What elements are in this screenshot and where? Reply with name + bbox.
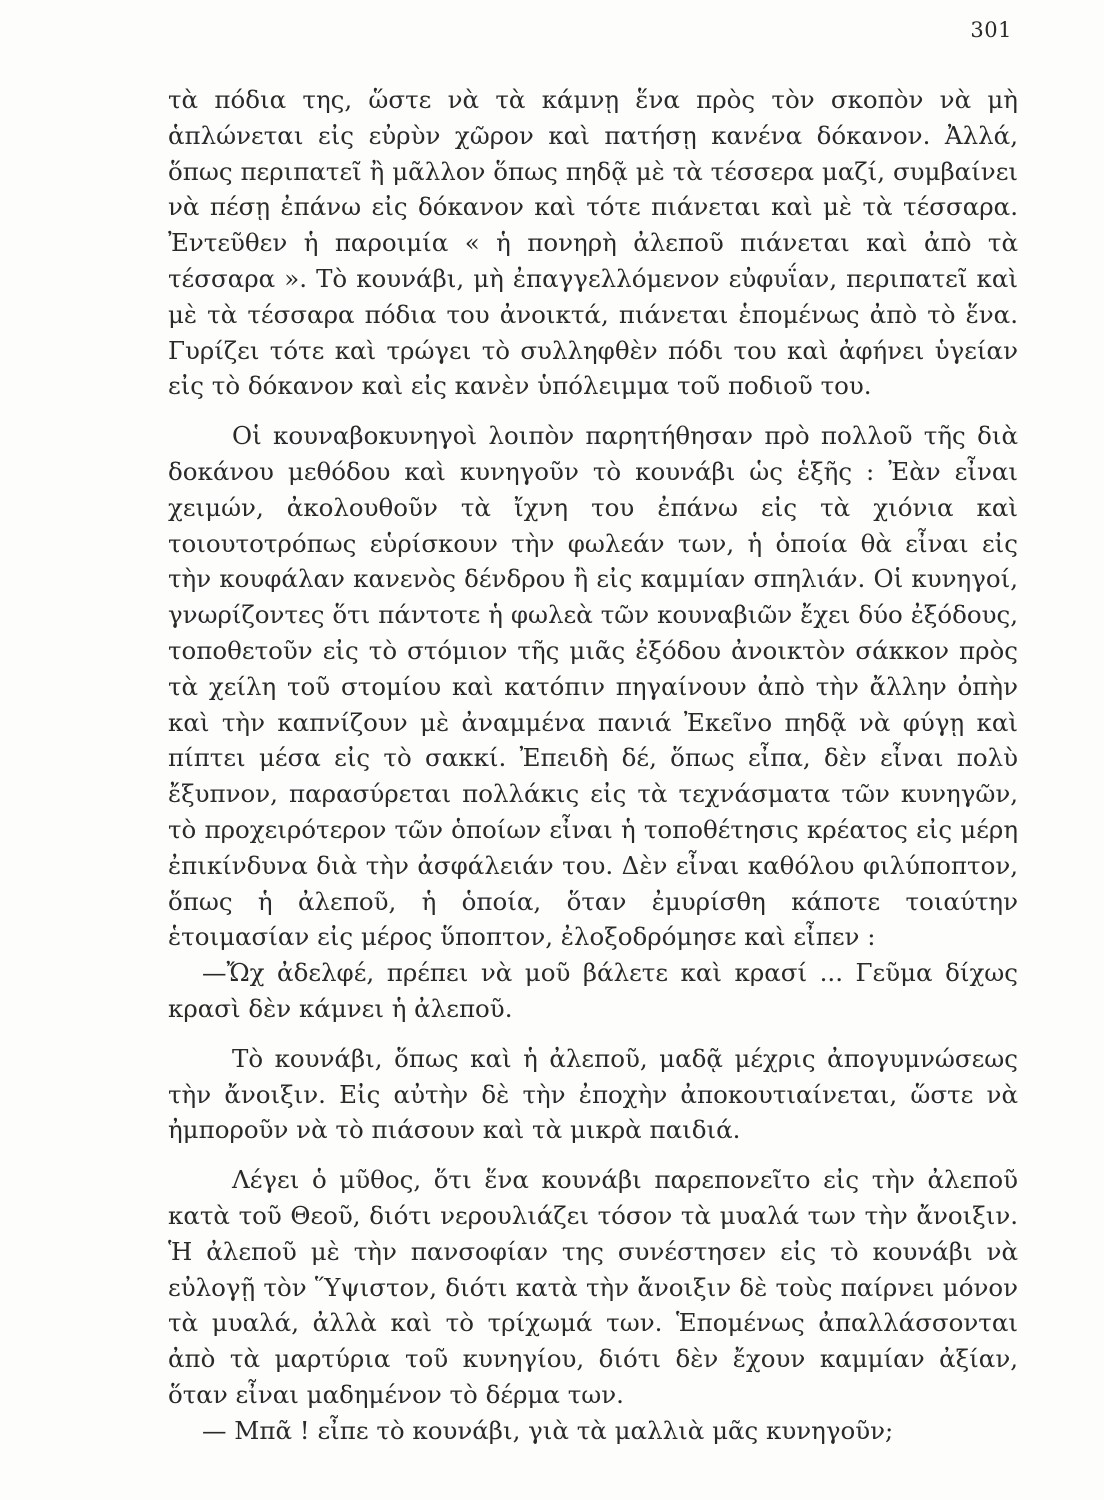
paragraph-fox-quote: —Ὤχ ἀδελφέ, πρέπει νὰ μοῦ βάλετε καὶ κρασί ... Γεῦμα δίχως κρασὶ δὲν κάμνει ἡ ἀλεποῦ. — [168, 958, 1018, 1023]
paragraph-hunting-method: Οἱ κουναβοκυνηγοὶ λοιπὸν παρητήθησαν πρὸ πολλοῦ τῆς διὰ δοκάνου μεθόδου καὶ κυνηγοῦν τὸ κουνάβι ὡς ἑξῆς : Ἐὰν εἶναι χειμών, ἀκολουθοῦν τὰ ἴχνη του ἐπάνω εἰς τὰ χιόνια καὶ τοιουτοτρόπως εὑρίσκουν τὴν φωλεάν των, ἡ ὁποία θὰ εἶναι εἰς τὴν κουφάλαν κανενὸς δένδρου ἢ εἰς καμμίαν σπηλιάν. Οἱ κυνηγοί, γνωρίζοντες ὅτι πάντοτε ἡ φωλεὰ τῶν κουναβιῶν ἔχει δύο ἐξόδους, τοποθετοῦν εἰς τὸ στόμιον τῆς μιᾶς ἐξόδου ἀνοικτὸν σάκκον πρὸς τὰ χείλη τοῦ στομίου καὶ κατόπιν πηγαίνουν ἀπὸ τὴν ἄλλην ὀπὴν καὶ τὴν καπνίζουν μὲ ἀναμμένα πανιά Ἐκεῖνο πηδᾷ νὰ φύγῃ καὶ πίπτει μέσα εἰς τὸ σακκί. Ἐπειδὴ δέ, ὅπως εἶπα, δὲν εἶναι πολὺ ἔξυπνον, παρασύρεται πολλάκις εἰς τὰ τεχνάσματα τῶν κυνηγῶν, τὸ προχειρότερον τῶν ὁποίων εἶναι ἡ τοποθέτησις κρέατος εἰς μέρη ἐπικίνδυνα διὰ τὴν ἀσφάλειάν του. Δὲν εἶναι καθόλου φιλύποπτον, ὅπως ἡ ἀλεποῦ, ἡ ὁποία, ὅταν ἐμυρίσθη κάποτε τοιαύτην ἑτοιμασίαν εἰς μέρος ὕποπτον, ἐλοξοδρόμησε καὶ εἶπεν : — [168, 421, 1018, 952]
paragraph-marten-reply: — Μπᾶ ! εἶπε τὸ κουνάβι, γιὰ τὰ μαλλιὰ μᾶς κυνηγοῦν; — [202, 1415, 894, 1445]
page-number: 301 — [970, 18, 1012, 42]
paragraph-spring-molt: Τὸ κουνάβι, ὅπως καὶ ἡ ἀλεποῦ, μαδᾷ μέχρις ἀπογυμνώσεως τὴν ἄνοιξιν. Εἰς αὐτὴν δὲ τὴν ἐποχὴν ἀποκουτιαίνεται, ὥστε νὰ ἠμποροῦν νὰ τὸ πιάσουν καὶ τὰ μικρὰ παιδιά. — [168, 1043, 1018, 1145]
body-text — [168, 82, 1018, 1448]
paragraph-fable: Λέγει ὁ μῦθος, ὅτι ἕνα κουνάβι παρεπονεῖτο εἰς τὴν ἀλεποῦ κατὰ τοῦ Θεοῦ, διότι νερουλιάζει τόσον τὰ μυαλά των τὴν ἄνοιξιν. Ἡ ἀλεποῦ μὲ τὴν πανσοφίαν της συνέστησεν εἰς τὸ κουνάβι νὰ εὐλογῇ τὸν Ὕψιστον, διότι κατὰ τὴν ἄνοιξιν δὲ τοὺς παίρνει μόνον τὰ μυαλά, ἀλλὰ καὶ τὸ τρίχωμά των. Ἑπομένως ἀπαλλάσσονται ἀπὸ τὰ μαρτύρια τοῦ κυνηγίου, διότι δὲν ἔχουν καμμίαν ἀξίαν, ὅταν εἶναι μαδημένον τὸ δέρμα των. — [168, 1165, 1018, 1409]
paragraph-fox-trap: τὰ πόδια της, ὥστε νὰ τὰ κάμνῃ ἕνα πρὸς τὸν σκοπὸν νὰ μὴ ἁπλώνεται εἰς εὐρὺν χῶρον καὶ πατήσῃ κανένα δόκανον. Ἀλλά, ὅπως περιπατεῖ ἢ μᾶλλον ὅπως πηδᾷ μὲ τὰ τέσσερα μαζί, συμβαίνει νὰ πέσῃ ἐπάνω εἰς δόκανον καὶ τότε πιάνεται καὶ μὲ τὰ τέσσαρα. Ἐντεῦθεν ἡ παροιμία « ἡ πονηρὴ ἀλεποῦ πιάνεται καὶ ἀπὸ τὰ τέσσαρα ». Τὸ κουνάβι, μὴ ἐπαγγελλόμενον εὐφυΐαν, περιπατεῖ καὶ μὲ τὰ τέσσαρα πόδια του ἀνοικτά, πιάνεται ἑπομένως ἀπὸ τὸ ἕνα. Γυρίζει τότε καὶ τρώγει τὸ συλληφθὲν πόδι του καὶ ἀφήνει ὑγείαν εἰς τὸ δόκανον καὶ εἰς κανὲν ὑπόλειμμα τοῦ ποδιοῦ του. — [168, 85, 1018, 401]
